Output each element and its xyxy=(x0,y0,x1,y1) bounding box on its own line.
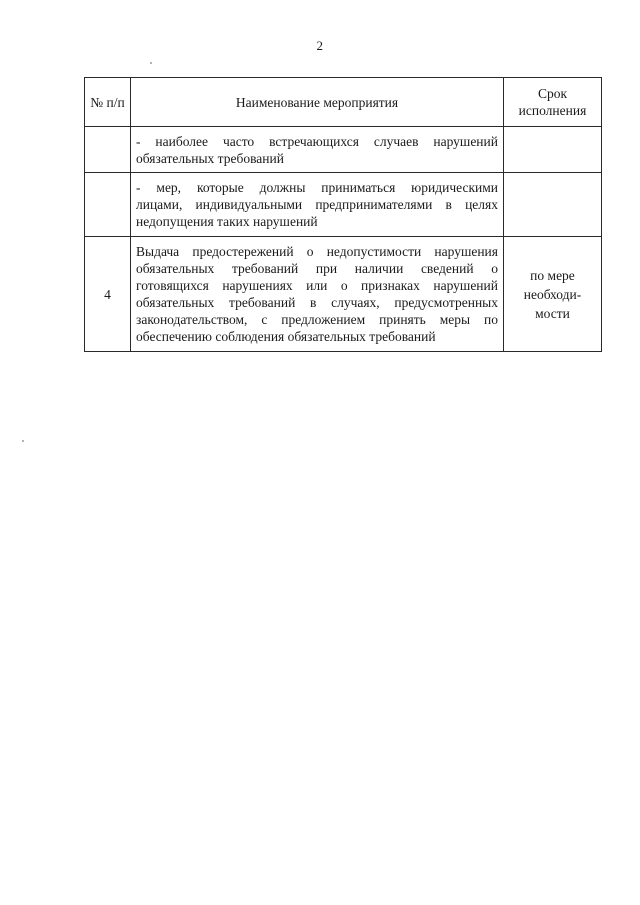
row-name xyxy=(131,237,504,352)
row-number xyxy=(85,173,131,237)
row-term-line: необходи- xyxy=(523,286,582,302)
row-name-line: недопущения таких нарушений xyxy=(136,214,318,229)
row-name xyxy=(131,173,504,237)
row-name-line: Выдача предостережений о недопустимости нарушения xyxy=(136,244,498,259)
header-number: № п/п xyxy=(85,78,131,127)
header-term-line: Срок xyxy=(537,86,568,101)
row-name-line: обязательных требований при наличии сведений о xyxy=(136,261,498,276)
row-name-line: обеспечению соблюдения обязательных требований xyxy=(136,329,436,344)
row-term-line: по мере xyxy=(530,267,575,283)
table-row xyxy=(85,173,602,237)
row-term xyxy=(504,237,602,352)
page-number: 2 xyxy=(316,38,324,53)
scan-speck xyxy=(22,440,24,442)
row-name-line: - мер, которые должны приниматься юридическими xyxy=(136,180,498,195)
row-name-line: законодательством, с предложением принять меры по xyxy=(136,312,498,327)
table-row xyxy=(85,237,602,352)
header-name: Наименование мероприятия xyxy=(131,78,504,127)
table-row xyxy=(85,127,602,173)
header-term-line: исполнения xyxy=(518,103,587,118)
scan-speck xyxy=(150,62,152,64)
row-term-line: мости xyxy=(535,305,570,321)
header-term xyxy=(504,78,602,127)
row-name-line: обязательных требований xyxy=(136,150,284,166)
row-name-line: - наиболее часто встречающихся случаев нарушений xyxy=(136,133,498,149)
row-name-line: готовящихся нарушениях или о признаках нарушений xyxy=(136,278,498,293)
row-term xyxy=(504,173,602,237)
row-name-line: лицами, индивидуальными предпринимателями в целях xyxy=(136,197,498,212)
row-name xyxy=(131,127,504,173)
measures-table xyxy=(84,77,602,352)
row-number xyxy=(85,127,131,173)
row-number: 4 xyxy=(85,237,131,352)
row-name-line: обязательных требований в случаях, предусмотренных xyxy=(136,295,498,310)
table-header-row xyxy=(85,78,602,127)
row-term xyxy=(504,127,602,173)
